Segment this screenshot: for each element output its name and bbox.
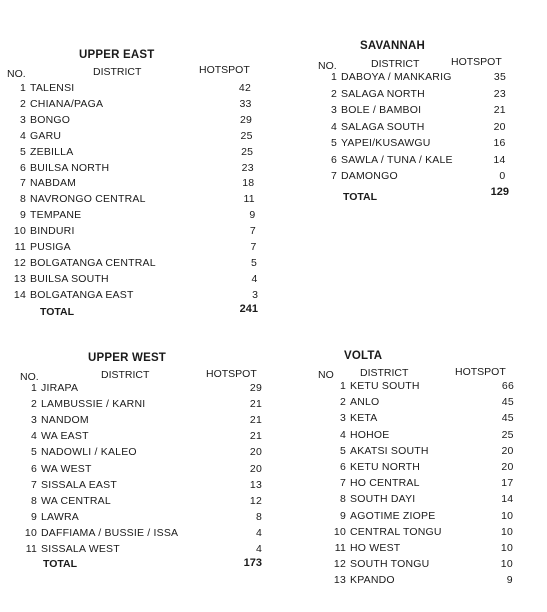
row-hotspot: 20 [249,446,262,459]
row-number: 3 [30,414,37,427]
row-number: 13 [333,574,346,587]
row-district: KETA [350,412,378,425]
row-district: AGOTIME ZIOPE [350,509,436,522]
row-district: SOUTH DAYI [350,493,416,506]
row-hotspot: 21 [493,104,506,116]
upper-west-header-district: DISTRICT [101,369,150,381]
row-number: 2 [339,396,346,409]
row-district: DAFFIAMA / BUSSIE / ISSA [41,526,179,539]
row-hotspot: 20 [501,444,514,457]
upper-west-title: UPPER WEST [88,352,167,364]
table-row [0,380,547,394]
row-number: 6 [339,461,346,473]
row-number: 9 [19,209,26,222]
savannah-header-hotspot: HOTSPOT [451,56,502,68]
row-number: 4 [339,428,346,441]
row-district: NAVRONGO CENTRAL [30,193,146,206]
row-number: 2 [330,87,337,100]
upper-west-header-hotspot: HOTSPOT [206,368,257,380]
savannah-total-label: TOTAL [343,191,378,203]
row-hotspot: 4 [251,272,258,285]
row-district: DABOYA / MANKARIG [341,71,452,83]
upper-east-header-district: DISTRICT [93,66,142,78]
row-hotspot: 3 [252,288,259,301]
upper-east-total-label: TOTAL [40,306,75,318]
row-number: 5 [19,145,26,158]
row-hotspot: 17 [501,477,514,490]
row-hotspot: 12 [249,494,262,507]
row-district: BOLE / BAMBOI [341,104,422,116]
table-row [0,461,547,475]
row-district: CHIANA/PAGA [30,97,104,110]
row-number: 11 [334,542,346,554]
row-hotspot: 7 [249,225,256,238]
row-district: WA WEST [41,462,92,475]
row-hotspot: 25 [240,129,253,142]
row-number: 12 [13,256,26,269]
row-hotspot: 29 [240,113,253,126]
row-hotspot: 9 [249,209,256,222]
row-district: BOLGATANGA EAST [30,288,134,301]
row-number: 4 [19,129,26,142]
row-hotspot: 4 [255,543,262,555]
row-hotspot: 10 [500,542,513,554]
row-district: SAWLA / TUNA / KALE [341,153,453,166]
upper-west-total-label: TOTAL [43,558,78,570]
row-hotspot: 33 [239,97,252,110]
row-hotspot: 11 [243,193,255,206]
row-district: BUILSA SOUTH [30,272,109,285]
savannah-header-no: NO. [318,60,337,72]
row-district: BUILSA NORTH [30,161,110,174]
volta-header-no: NO [318,369,334,381]
row-hotspot: 13 [249,478,262,491]
row-hotspot: 14 [501,493,514,506]
row-hotspot: 66 [501,380,514,392]
row-district: LAWRA [41,510,79,523]
row-district: HO WEST [350,542,401,554]
table-row [0,526,547,540]
row-number: 8 [339,493,346,506]
row-number: 1 [330,71,337,83]
row-district: NADOWLI / KALEO [41,446,137,459]
row-number: 5 [339,444,346,457]
upper-west-total-value: 173 [243,557,262,569]
row-number: 2 [19,97,26,110]
row-number: 10 [13,225,26,238]
row-district: NABDAM [30,177,77,190]
row-hotspot: 4 [255,526,262,539]
row-hotspot: 0 [499,170,506,182]
row-number: 10 [333,525,346,538]
upper-east-header-hotspot: HOTSPOT [199,64,250,76]
row-hotspot: 16 [493,137,506,149]
table-row [0,542,547,556]
row-number: 7 [30,478,37,491]
row-number: 1 [339,380,346,392]
table-row [0,493,547,507]
row-number: 4 [330,120,337,133]
row-district: SOUTH TONGU [350,558,430,571]
row-hotspot: 8 [255,510,262,523]
table-row [0,445,547,459]
row-hotspot: 14 [493,153,506,166]
row-number: 2 [30,398,37,411]
row-hotspot: 23 [241,161,254,174]
row-number: 11 [25,543,37,555]
row-number: 13 [13,272,26,285]
row-number: 7 [339,477,346,490]
row-district: HOHOE [350,428,390,441]
table-row [0,510,547,524]
volta-header-district: DISTRICT [360,367,409,379]
row-number: 6 [19,161,26,174]
row-hotspot: 20 [501,461,514,473]
row-number: 12 [333,558,346,571]
row-hotspot: 21 [249,398,262,411]
row-hotspot: 20 [249,462,262,475]
table-row [0,558,547,572]
row-hotspot: 25 [241,145,254,158]
row-district: BONGO [30,113,71,126]
table-row [0,574,547,588]
row-hotspot: 10 [501,525,514,538]
row-district: SISSALA WEST [41,543,120,555]
row-number: 6 [30,462,37,475]
table-row [0,477,547,491]
row-number: 7 [330,170,337,182]
row-district: JIRAPA [41,382,79,394]
row-number: 1 [30,382,37,394]
row-hotspot: 21 [249,414,262,427]
table-row [0,412,547,426]
row-district: ANLO [350,396,380,409]
row-district: BINDURI [30,225,75,238]
row-district: AKATSI SOUTH [350,444,429,457]
row-district: CENTRAL TONGU [350,525,442,538]
row-number: 14 [13,288,26,301]
row-number: 7 [19,177,26,190]
row-district: TALENSI [30,82,75,94]
row-district: PUSIGA [30,241,71,253]
row-hotspot: 21 [249,430,262,443]
row-hotspot: 25 [501,428,514,441]
row-number: 3 [19,113,26,126]
row-number: 3 [330,104,337,116]
row-district: SALAGA NORTH [341,87,425,100]
savannah-title: SAVANNAH [360,40,426,52]
upper-east-total-value: 241 [239,303,258,315]
row-number: 4 [30,430,37,443]
row-hotspot: 23 [493,87,506,100]
row-district: SALAGA SOUTH [341,120,425,133]
row-district: KETU SOUTH [350,380,420,392]
row-number: 9 [30,510,37,523]
row-hotspot: 45 [501,412,514,425]
row-district: SISSALA EAST [41,478,117,491]
row-district: YAPEI/KUSAWGU [341,137,431,149]
row-hotspot: 10 [501,509,514,522]
row-district: BOLGATANGA CENTRAL [30,256,156,269]
row-number: 1 [19,82,26,94]
row-district: KPANDO [350,574,395,587]
row-district: TEMPANE [30,209,82,222]
row-number: 3 [339,412,346,425]
row-hotspot: 18 [242,177,255,190]
upper-west-header-no: NO. [20,371,39,383]
row-number: 8 [19,193,26,206]
row-district: WA EAST [41,430,89,443]
row-district: LAMBUSSIE / KARNI [41,398,146,411]
table-row [0,429,547,443]
row-number: 5 [30,446,37,459]
upper-east-title: UPPER EAST [79,49,155,61]
row-number: 9 [339,509,346,522]
row-hotspot: 45 [501,396,514,409]
row-number: 10 [24,526,37,539]
row-district: HO CENTRAL [350,477,420,490]
row-district: NANDOM [41,414,89,427]
row-district: GARU [30,129,62,142]
upper-east-header-no: NO. [7,68,26,80]
row-number: 5 [330,137,337,149]
row-district: WA CENTRAL [41,494,111,507]
row-hotspot: 29 [249,382,262,394]
row-district: KETU NORTH [350,461,421,473]
row-number: 8 [30,494,37,507]
table-row [0,396,547,410]
row-hotspot: 42 [238,82,251,94]
row-district: DAMONGO [341,170,398,182]
row-number: 6 [330,153,337,166]
savannah-total-value: 129 [490,186,509,198]
row-hotspot: 5 [251,256,258,269]
row-hotspot: 20 [493,120,506,133]
row-hotspot: 10 [500,558,513,571]
volta-title: VOLTA [344,350,383,362]
row-hotspot: 35 [493,71,506,83]
row-district: ZEBILLA [30,145,74,158]
row-number: 11 [14,241,26,253]
row-hotspot: 7 [250,241,257,253]
savannah-header-district: DISTRICT [371,58,420,70]
volta-header-hotspot: HOTSPOT [455,366,506,378]
row-hotspot: 9 [506,574,513,587]
